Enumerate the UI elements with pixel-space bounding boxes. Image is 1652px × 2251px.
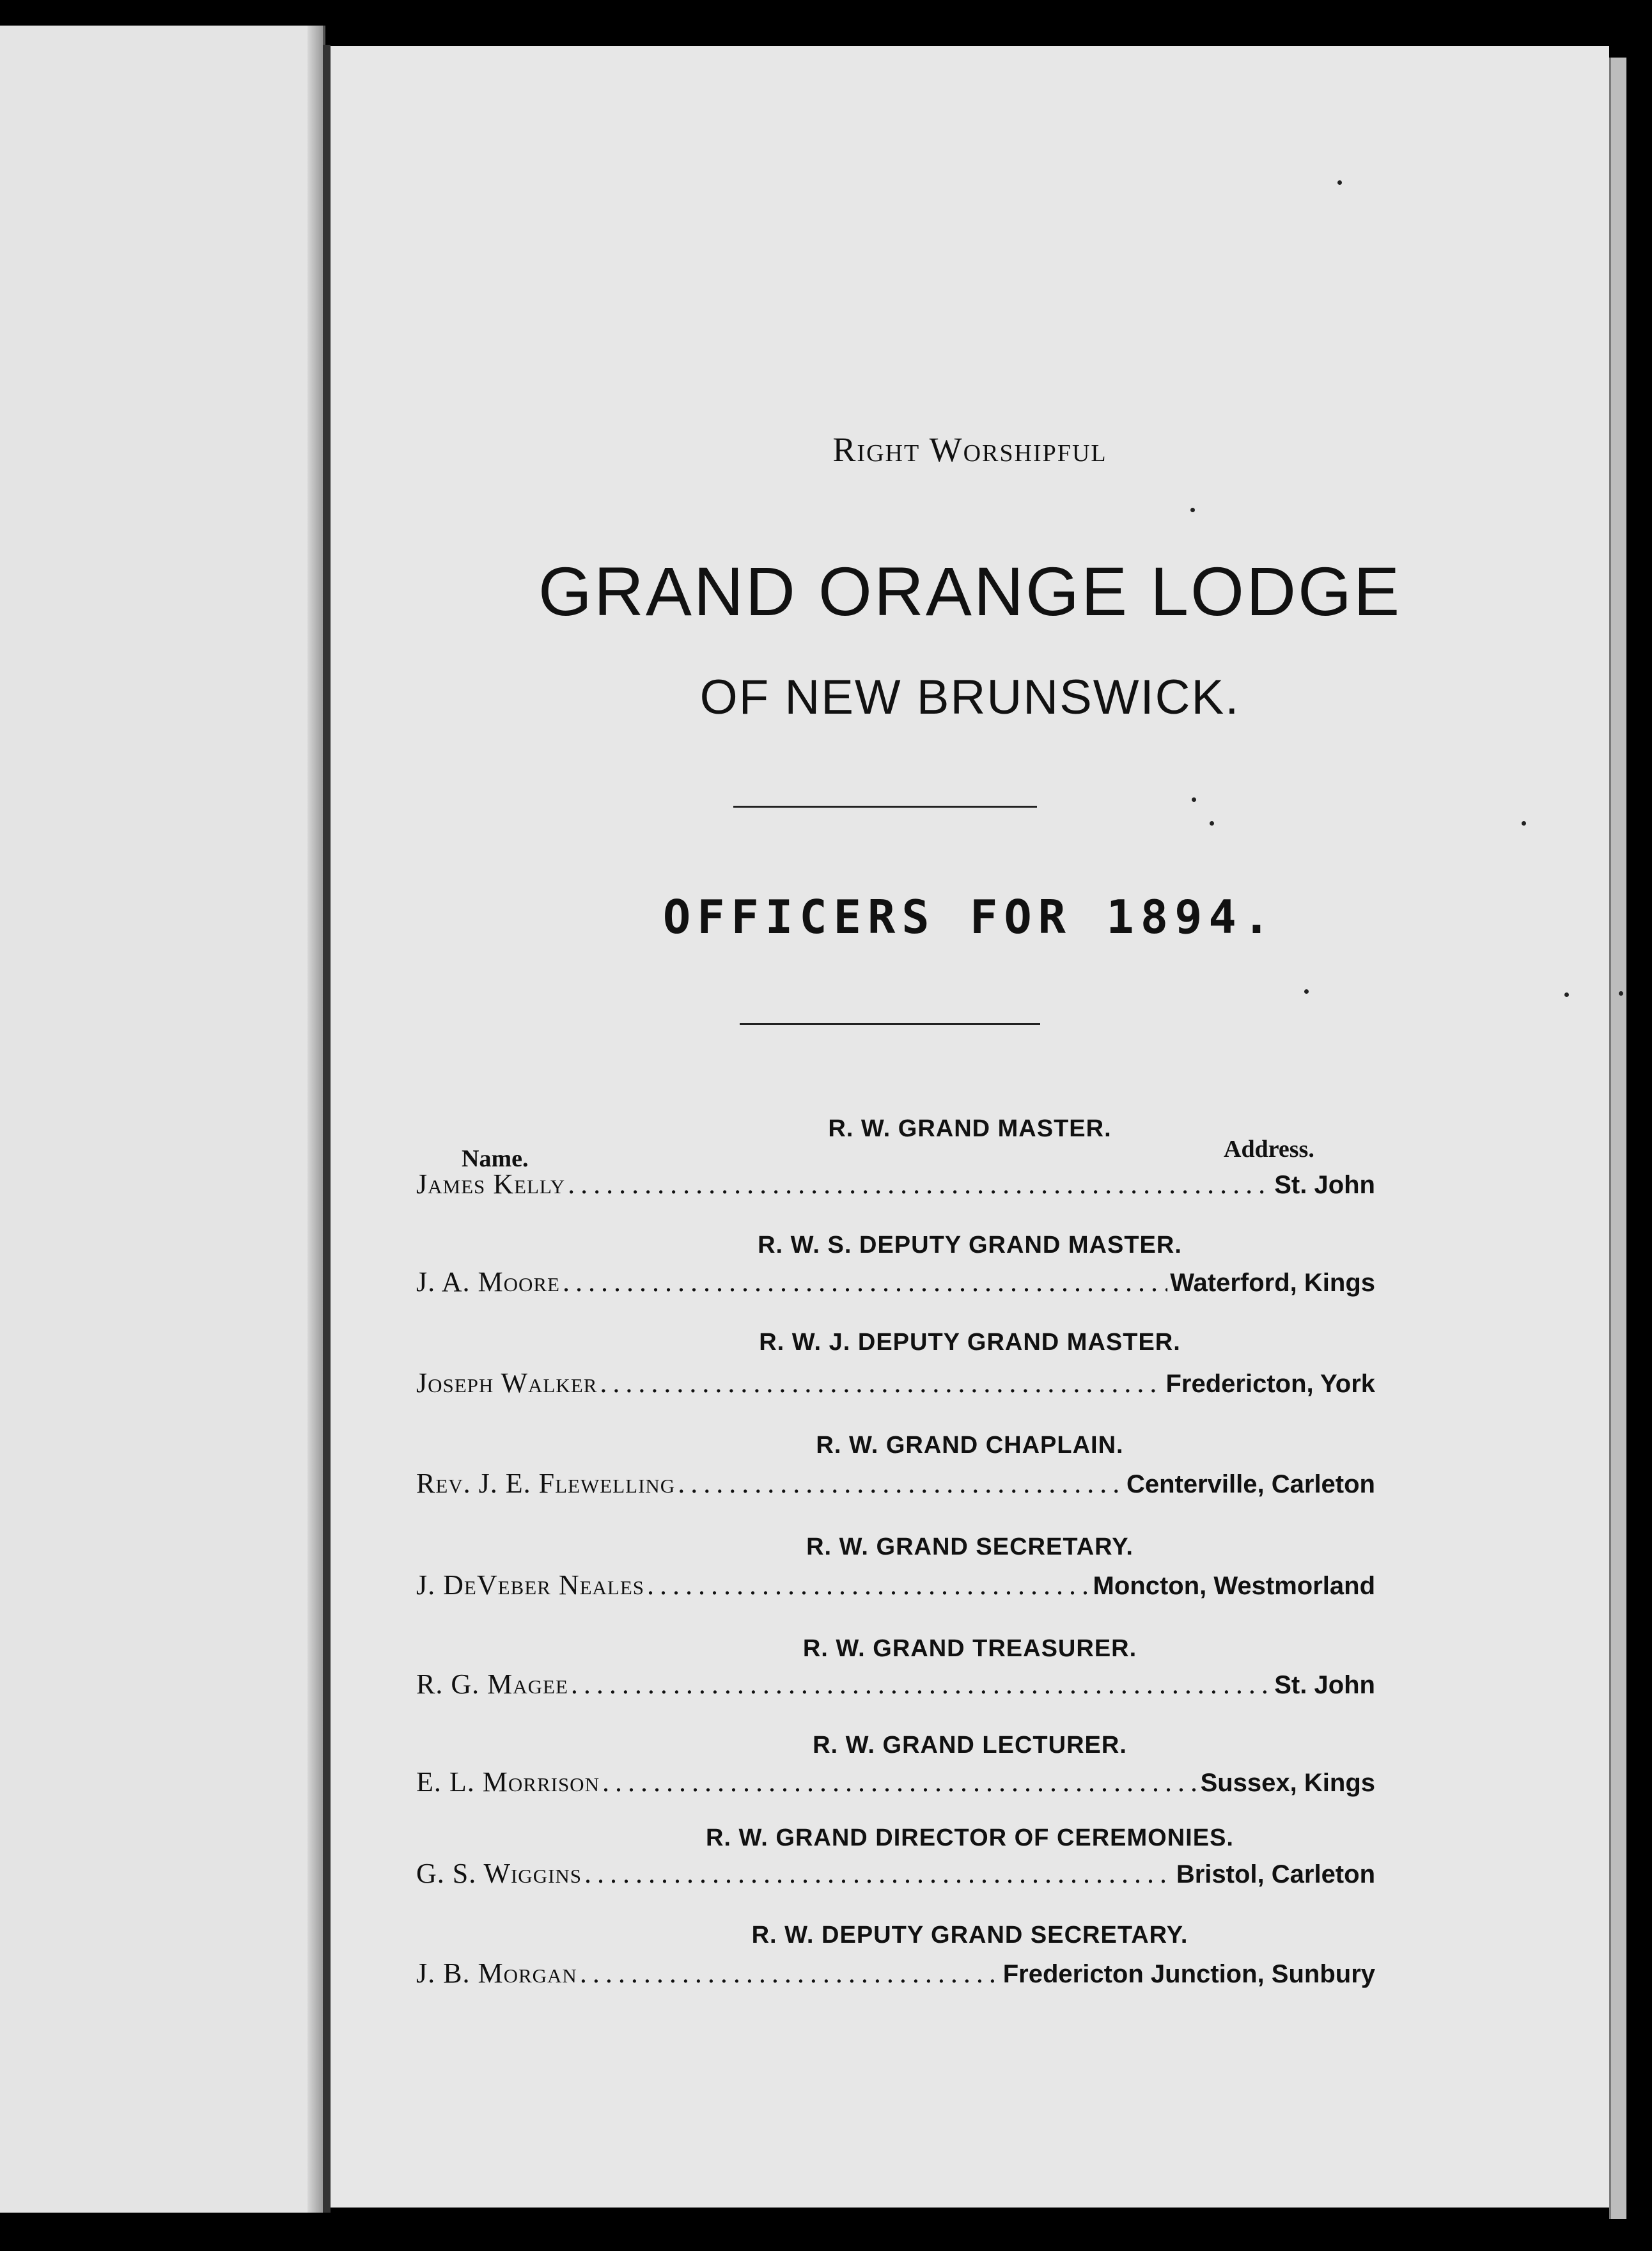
office-title: R. W. J. DEPUTY GRAND MASTER. <box>759 1329 1181 1356</box>
officer-address: Moncton, Westmorland <box>1093 1572 1375 1600</box>
leader-dots <box>563 1266 1167 1298</box>
office-title: R. W. GRAND CHAPLAIN. <box>816 1432 1124 1459</box>
leader-dots <box>571 1668 1272 1700</box>
officer-entry <box>416 1467 1375 1503</box>
officer-entry <box>416 1367 1375 1402</box>
officer-entry <box>416 1957 1375 1993</box>
officer-address: Centerville, Carleton <box>1126 1470 1375 1498</box>
page-title-line2: OF NEW BRUNSWICK. <box>699 670 1240 725</box>
divider-rule <box>733 806 1037 808</box>
officer-name: E. L. Morrison <box>416 1766 600 1798</box>
officer-name: James Kelly <box>416 1168 566 1200</box>
officer-address: Sussex, Kings <box>1200 1769 1375 1797</box>
page-content <box>331 46 1609 2208</box>
leader-dots <box>580 1957 1001 1989</box>
officer-entry <box>416 1569 1375 1604</box>
leader-dots <box>584 1857 1174 1890</box>
column-header-address: Address. <box>1224 1136 1314 1163</box>
officer-name: Joseph Walker <box>416 1367 598 1399</box>
book-gutter <box>323 45 331 2213</box>
paper-speck <box>1304 989 1309 994</box>
leader-dots <box>600 1367 1163 1399</box>
paper-speck <box>1337 180 1342 185</box>
leader-dots <box>568 1168 1272 1200</box>
officer-entry <box>416 1168 1375 1204</box>
officer-address: St. John <box>1274 1171 1375 1199</box>
officer-entry <box>416 1266 1375 1301</box>
officer-entry <box>416 1857 1375 1893</box>
office-title: R. W. GRAND SECRETARY. <box>806 1533 1134 1560</box>
right-page <box>331 46 1609 2208</box>
office-title: R. W. DEPUTY GRAND SECRETARY. <box>751 1922 1188 1949</box>
page-title: GRAND ORANGE LODGE <box>538 553 1402 630</box>
officer-address: Waterford, Kings <box>1170 1269 1375 1297</box>
paper-speck <box>1210 821 1214 826</box>
left-page-verso <box>0 26 325 2213</box>
leader-dots <box>678 1467 1124 1500</box>
officer-address: Bristol, Carleton <box>1176 1860 1375 1888</box>
column-header-name: Name. <box>462 1145 529 1172</box>
officer-entry <box>416 1668 1375 1704</box>
office-title: R. W. GRAND LECTURER. <box>813 1732 1127 1759</box>
office-title: R. W. GRAND MASTER. <box>828 1115 1112 1142</box>
leader-dots <box>602 1766 1198 1798</box>
office-title: R. W. GRAND DIRECTOR OF CEREMONIES. <box>705 1824 1234 1851</box>
officer-name: J. B. Morgan <box>416 1957 577 1989</box>
paper-speck <box>1522 821 1526 826</box>
officer-address: Fredericton, York <box>1165 1370 1375 1398</box>
officer-name: R. G. Magee <box>416 1668 568 1700</box>
paper-speck <box>1564 992 1569 997</box>
officer-address: St. John <box>1274 1671 1375 1699</box>
divider-rule <box>740 1023 1040 1025</box>
officer-name: Rev. J. E. Flewelling <box>416 1468 676 1499</box>
page-fold-shadow <box>308 26 323 2213</box>
page-edge <box>1609 58 1626 2219</box>
officer-name: J. DeVeber Neales <box>416 1569 645 1601</box>
office-title: R. W. S. DEPUTY GRAND MASTER. <box>758 1232 1182 1259</box>
officer-name: J. A. Moore <box>416 1266 560 1298</box>
paper-speck <box>1192 797 1196 802</box>
paper-speck <box>1190 508 1195 512</box>
officers-heading: OFFICERS FOR 1894. <box>662 890 1277 944</box>
paper-speck <box>1619 991 1623 996</box>
office-title: R. W. GRAND TREASURER. <box>802 1635 1137 1662</box>
officer-name: G. S. Wiggins <box>416 1858 582 1889</box>
page-subtitle: Right Worshipful <box>832 430 1107 469</box>
officer-address: Fredericton Junction, Sunbury <box>1002 1960 1375 1988</box>
leader-dots <box>647 1569 1090 1601</box>
officer-entry <box>416 1766 1375 1801</box>
